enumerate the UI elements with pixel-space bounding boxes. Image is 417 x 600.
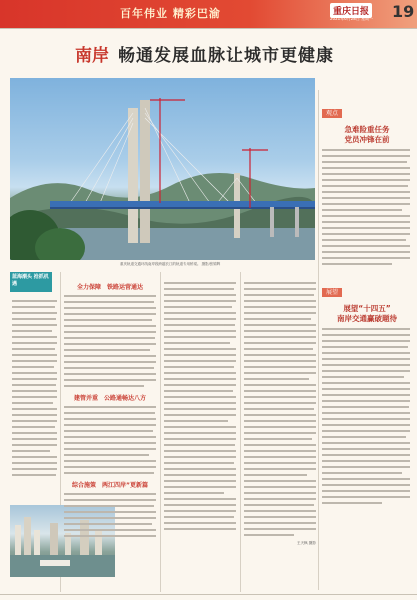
banner-title: 百年伟业 精彩巴渝: [120, 7, 221, 20]
right-title-2-line-1: 展望“十四五”: [343, 304, 391, 313]
header-divider: [0, 28, 417, 29]
column-1-text: [12, 300, 57, 480]
main-photo: [10, 78, 315, 260]
column-divider: [160, 272, 161, 592]
column-4-text: [244, 282, 316, 546]
right-title-1-line-2: 党员冲锋在前: [344, 135, 390, 144]
column-2-text-block-1: [64, 295, 156, 387]
newspaper-logo: 重庆日报: [330, 3, 372, 18]
column-2-text-block-2: [64, 406, 156, 474]
section-heading: 建管并重 公路通畅达八方: [73, 395, 146, 402]
right-title-2-line-2: 南岸交通赢破题待: [337, 314, 397, 323]
right-text-block-1: [322, 149, 412, 265]
section-tag: 观点: [322, 109, 342, 118]
right-column-divider: [318, 90, 319, 590]
column-3-text: [164, 282, 236, 534]
section-heading: 综合施策 两江四岸”更新篇: [72, 482, 148, 489]
right-text-block-2: [322, 328, 412, 504]
column-2-text-block-3: [64, 493, 156, 537]
date-line: 2021年6月28日 星期一: [330, 16, 374, 21]
right-title-1-line-1: 急难险重任务: [344, 125, 390, 134]
bridge-illustration: [10, 78, 315, 260]
page-number: 19: [392, 2, 415, 21]
byline: 王天枫 摄影: [296, 541, 316, 545]
section-tag: 展望: [322, 288, 342, 297]
right-column: [322, 100, 412, 590]
sidebar-label: 蓝海潮头 抢抓机遇: [12, 274, 49, 287]
headline-region: 南岸: [75, 46, 109, 66]
photo-caption: 重庆轨道交通环线南岸段跨越长江的轨道专用桥梁。 摄影/张锦辉: [120, 262, 221, 266]
footer-divider: [0, 594, 417, 595]
column-divider: [240, 272, 241, 592]
section-heading: 全力保障 铁路运营通达: [76, 284, 143, 291]
headline-title: 畅通发展血脉让城市更健康: [118, 46, 334, 66]
column-2: [64, 282, 156, 541]
